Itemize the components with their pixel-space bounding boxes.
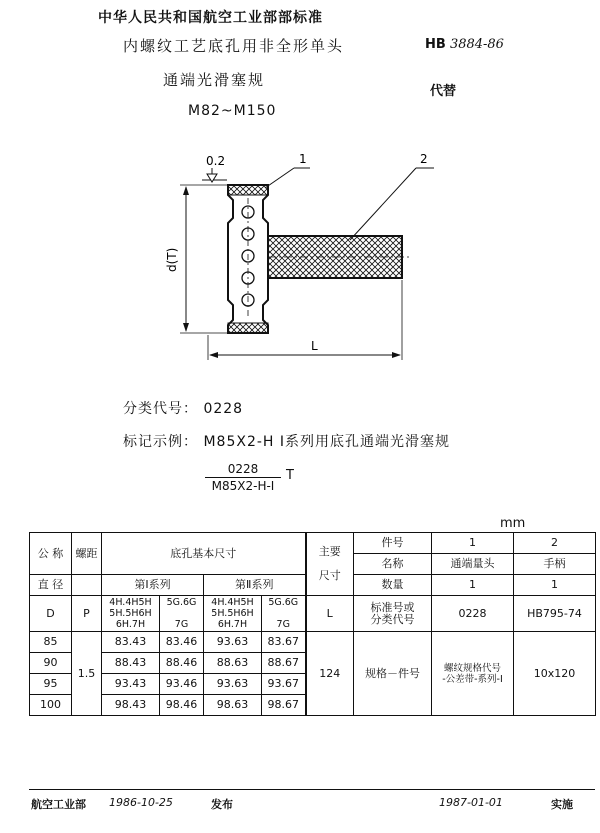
replaces-label: 代替 [430, 84, 457, 99]
row-s2a: 93.63 [204, 632, 262, 653]
row-s1b: 93.46 [160, 674, 204, 695]
marking-example: M85X2-H Ⅰ系列用底孔通端光滑塞规 [203, 434, 451, 450]
impl-date: 1987-01-01 [439, 796, 503, 809]
row-s1a: 83.43 [102, 632, 160, 653]
row-s2b: 98.67 [262, 695, 306, 716]
row-s1a: 93.43 [102, 674, 160, 695]
organization-title: 中华人民共和国航空工业部部标准 [98, 10, 323, 26]
issue-word: 发布 [211, 798, 233, 811]
fraction-denominator: M85X2-H-Ⅰ [211, 479, 275, 493]
row-s1a: 98.43 [102, 695, 160, 716]
header-series-1: 第Ⅰ系列 [102, 575, 204, 596]
size-range: M82~M150 [188, 103, 277, 119]
tol-series1-a: 4H.4H5H 5H.5H6H 6H.7H [102, 596, 160, 632]
part-no-2: 2 [514, 533, 596, 554]
classification-row [123, 398, 243, 418]
header-std-cls: 标准号或 分类代号 [354, 596, 432, 632]
issuer: 航空工业部 [31, 798, 86, 811]
std-1: 0228 [432, 596, 514, 632]
pitch-value: 1.5 [72, 632, 102, 716]
row-s2a: 88.63 [204, 653, 262, 674]
row-s2b: 88.67 [262, 653, 306, 674]
name-2: 手柄 [514, 554, 596, 575]
row-s2b: 83.67 [262, 632, 306, 653]
row-s2a: 98.63 [204, 695, 262, 716]
spec-2: 10x120 [514, 632, 596, 716]
unit-label: mm [500, 516, 526, 531]
classification-code: 0228 [203, 401, 244, 417]
L-value: 124 [306, 632, 354, 716]
header-nominal-2: 直 径 [30, 575, 72, 596]
issue-date: 1986-10-25 [109, 796, 173, 809]
tol-series1-b: 5G.6G 7G [160, 596, 204, 632]
header-name: 名称 [354, 554, 432, 575]
length-label: L [311, 339, 318, 353]
gauge-drawing [0, 140, 600, 370]
fraction-suffix: T [286, 468, 294, 483]
symbol-D: D [30, 596, 72, 632]
row-D: 95 [30, 674, 72, 695]
std-2: HB795-74 [514, 596, 596, 632]
title-line-1: 内螺纹工艺底孔用非全形单头 [123, 37, 345, 55]
row-s2a: 93.63 [204, 674, 262, 695]
marking-label: 标记示例： [123, 434, 198, 450]
header-pitch: 螺距 [72, 533, 102, 575]
tol-series2-b: 5G.6G 7G [262, 596, 306, 632]
row-D: 100 [30, 695, 72, 716]
header-nominal: 公 称 [30, 533, 72, 575]
qty-2: 1 [514, 575, 596, 596]
standard-prefix: HB [425, 37, 446, 52]
row-s2b: 93.67 [262, 674, 306, 695]
footer [29, 789, 595, 816]
symbol-L: L [306, 596, 354, 632]
header-main-dim: 主要 尺寸 [306, 533, 354, 596]
header-spec: 规格－件号 [354, 632, 432, 716]
gauge-knurl-bottom [228, 323, 268, 333]
row-s1a: 88.43 [102, 653, 160, 674]
header-part-no: 件号 [354, 533, 432, 554]
header-bore: 底孔基本尺寸 [102, 533, 306, 575]
part-no-1: 1 [432, 533, 514, 554]
row-D: 90 [30, 653, 72, 674]
header-pitch-2 [72, 575, 102, 596]
row-D: 85 [30, 632, 72, 653]
qty-1: 1 [432, 575, 514, 596]
row-s1b: 83.46 [160, 632, 204, 653]
marking-row [123, 431, 450, 451]
symbol-P: P [72, 596, 102, 632]
gauge-knurl-top [228, 185, 268, 195]
spec-table [29, 532, 596, 716]
classification-label: 分类代号： [123, 401, 198, 417]
tol-series2-a: 4H.4H5H 5H.5H6H 6H.7H [204, 596, 262, 632]
standard-number [425, 37, 504, 52]
impl-word: 实施 [551, 798, 573, 811]
fraction-numerator: 0228 [205, 462, 281, 478]
item-2-label: 2 [420, 152, 428, 166]
row-s1b: 88.46 [160, 653, 204, 674]
item-1-label: 1 [299, 152, 307, 166]
title-line-2: 通端光滑塞规 [163, 71, 266, 89]
tolerance-value: 0.2 [206, 154, 226, 168]
name-1: 通端量头 [432, 554, 514, 575]
spec-1: 螺纹规格代号 -公差带-系列-Ⅰ [432, 632, 514, 716]
marking-fraction [205, 462, 281, 493]
row-s1b: 98.46 [160, 695, 204, 716]
diameter-label: d(T) [165, 247, 179, 272]
header-series-2: 第Ⅱ系列 [204, 575, 306, 596]
header-qty: 数量 [354, 575, 432, 596]
standard-code: 3884-86 [449, 37, 504, 52]
